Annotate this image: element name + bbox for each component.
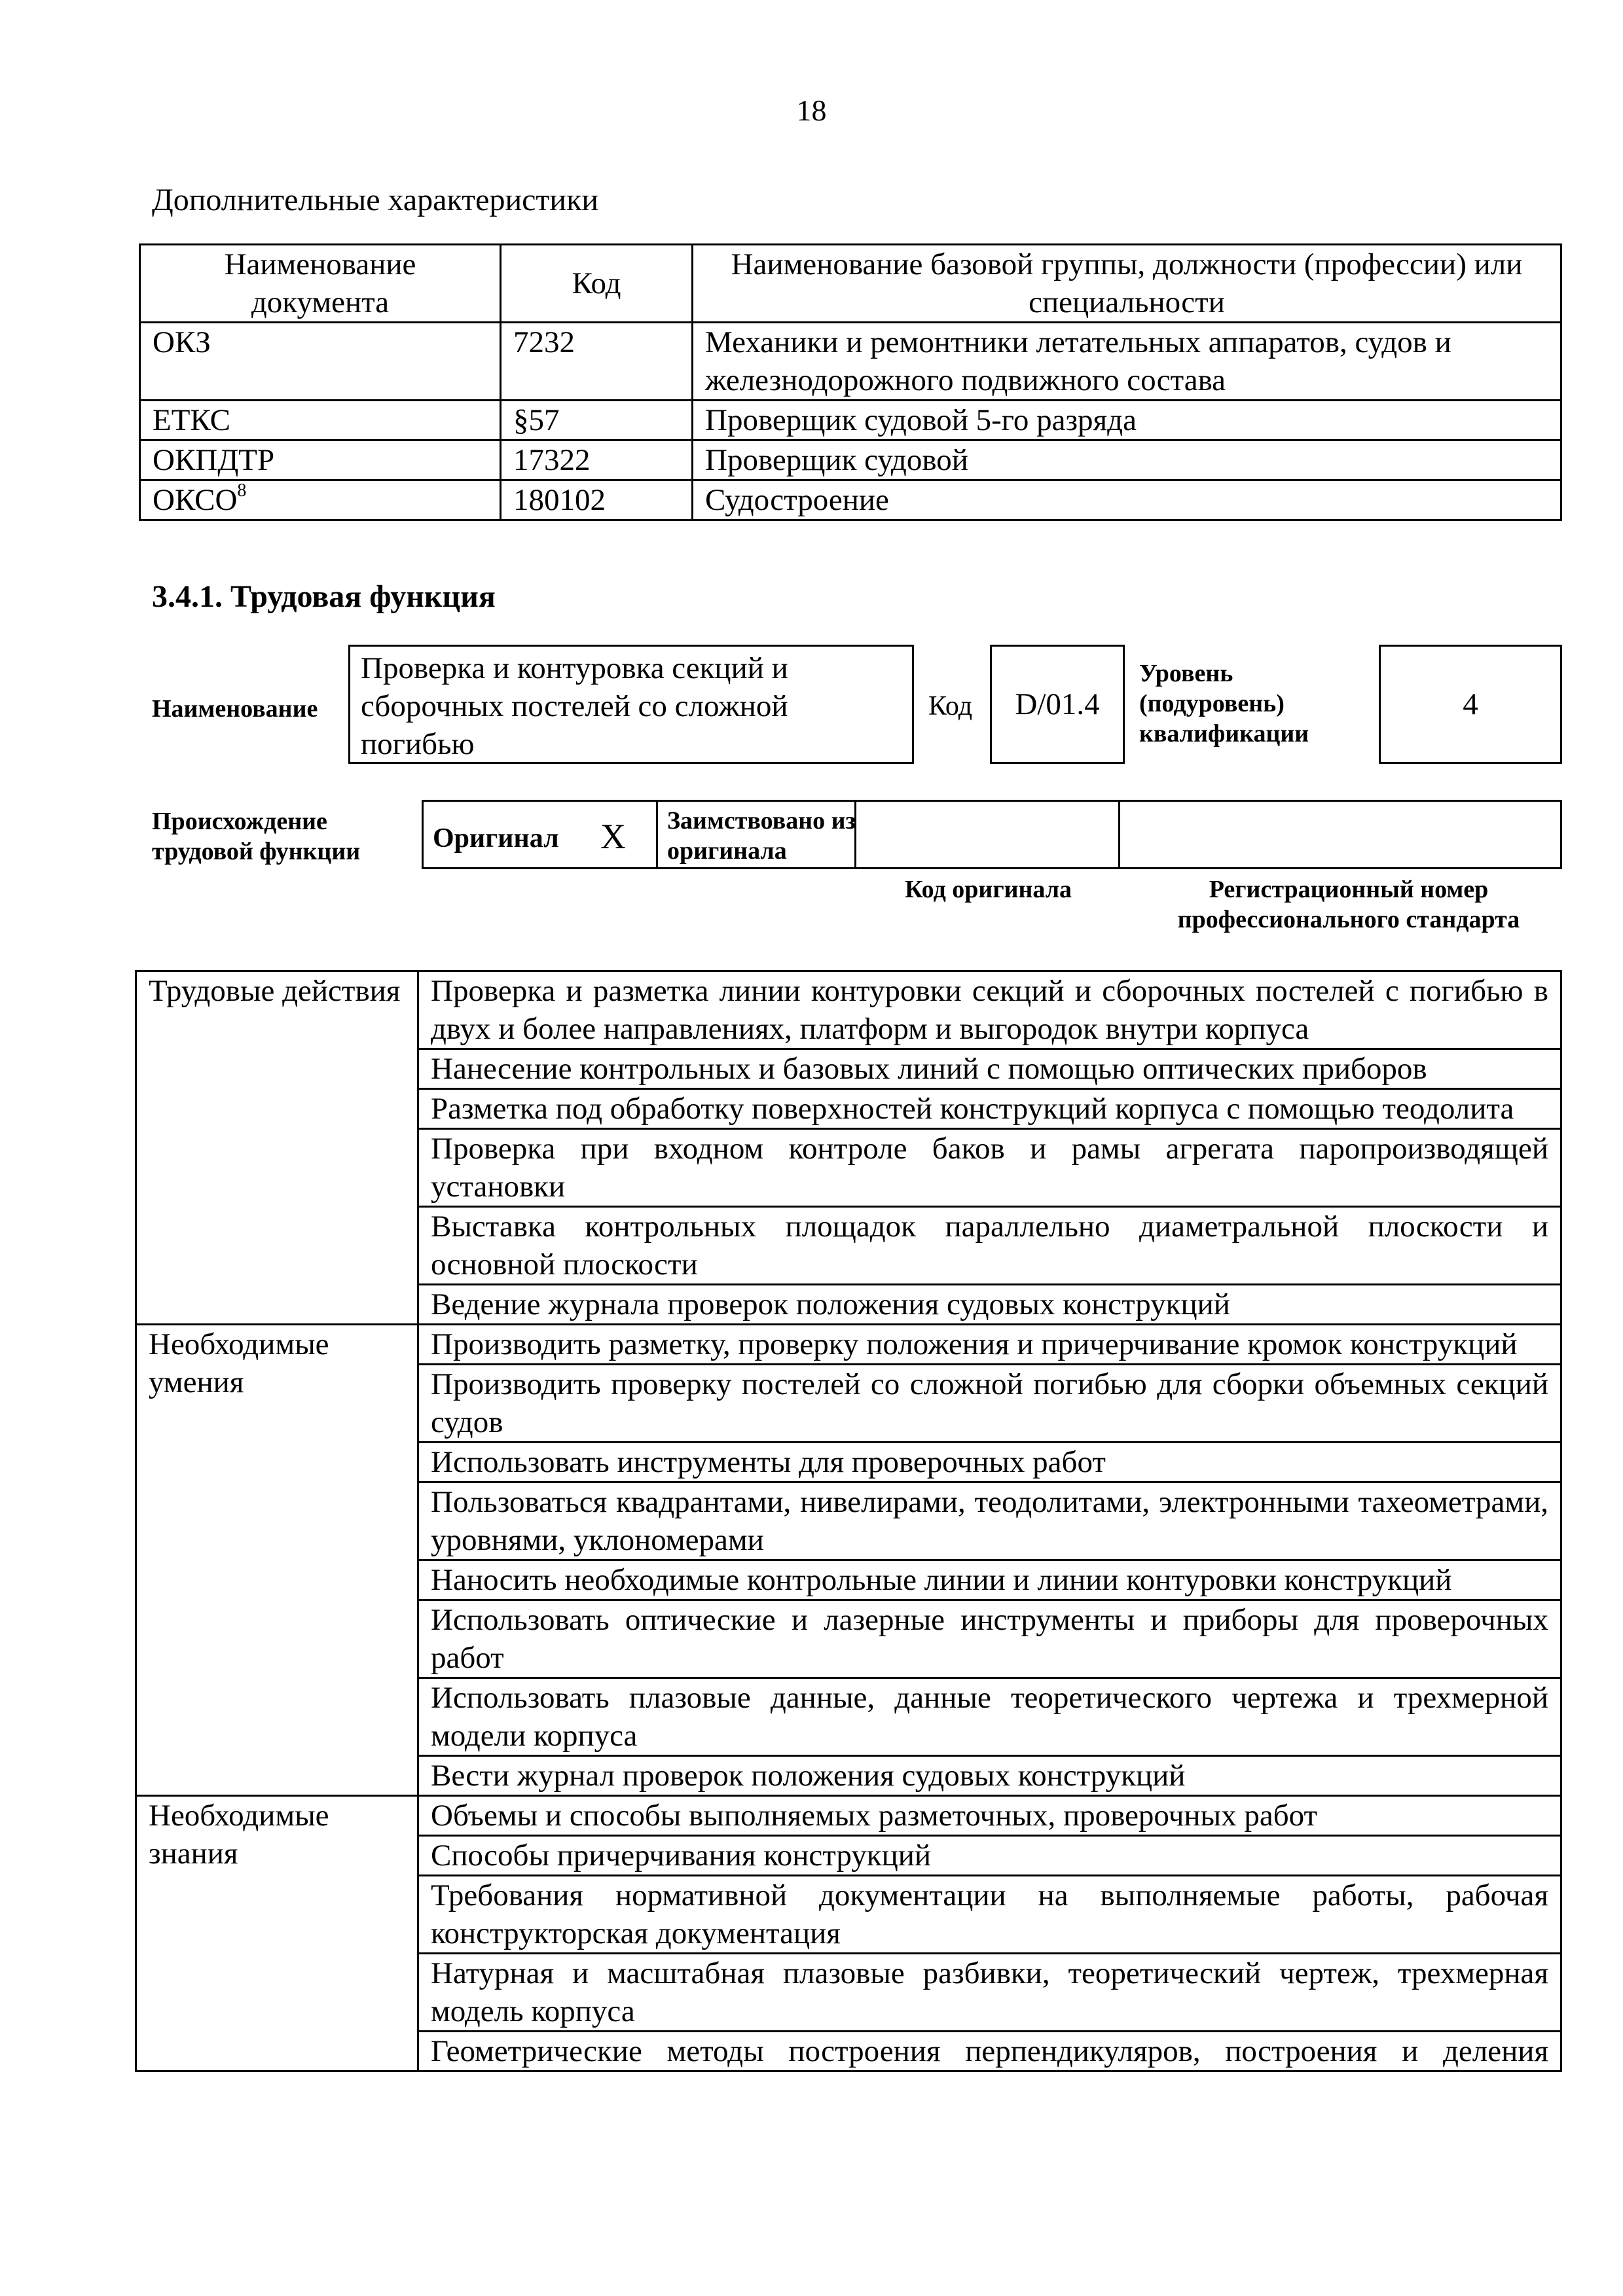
doc-text: ОКСО [153,483,238,517]
code-cell: 180102 [501,480,693,520]
item-cell: Выставка контрольных площадок параллельно диаметральной плоскости и основной плоскости [418,1207,1561,1285]
origin-label: Происхождение трудовой функции [152,808,361,865]
item-cell: Проверка и разметка линии контуровки секций и сборочных постелей с погибью в двух и более направлениях, платформ и выгородок внутри корпуса [418,971,1561,1049]
function-heading: 3.4.1. Трудовая функция [152,579,496,614]
item-cell: Нанесение контрольных и базовых линий с помощью оптических приборов [418,1049,1561,1089]
doc-text: ЕТКС [153,403,230,437]
code-cell: §57 [501,401,693,440]
doc-cell [140,323,501,401]
page-number: 18 [796,94,827,127]
code-label: Код [928,691,973,721]
reg-number-label: Регистрационный номер профессионального стандарта [1177,876,1520,933]
origin-original-text: Оригинал [433,823,559,853]
doc-cell [140,401,501,440]
item-cell: Вести журнал проверок положения судовых конструкций [418,1756,1561,1796]
code-original-label: Код оригинала [905,876,1072,903]
name-cell: Судостроение [693,480,1561,520]
header-document: Наименование документа [140,245,501,323]
name-label: Наименование [152,695,318,723]
name-value: Проверка и контуровка секций и сборочных постелей со сложной погибью [348,645,914,764]
origin-box [422,800,1562,869]
name-cell: Проверщик судовой [693,440,1561,480]
item-cell: Требования нормативной документации на выполняемые работы, рабочая конструкторская документация [418,1876,1561,1954]
name-cell: Проверщик судовой 5-го разряда [693,401,1561,440]
footnote-mark: 8 [237,480,247,501]
origin-borrowed-text: Заимствовано из оригинала [667,807,856,865]
level-value: 4 [1379,645,1562,764]
table-row [136,1325,1561,1365]
item-cell: Геометрические методы построения перпендикуляров, построения и деления [418,2032,1561,2072]
code-cell: 17322 [501,440,693,480]
characteristics-row [140,480,1561,520]
header-code: Код [501,245,693,323]
item-cell: Наносить необходимые контрольные линии и линии контуровки конструкций [418,1560,1561,1600]
item-cell: Производить разметку, проверку положения и причерчивание кромок конструкций [418,1325,1561,1365]
item-cell: Способы причерчивания конструкций [418,1836,1561,1876]
category-cell: Трудовые действия [136,971,418,1325]
characteristics-row [140,401,1561,440]
function-details-table [135,970,1562,2072]
table-row [136,971,1561,1049]
category-cell: Необходимые умения [136,1325,418,1796]
doc-cell [140,480,501,520]
item-cell: Разметка под обработку поверхностей конструкций корпуса с помощью теодолита [418,1089,1561,1129]
characteristics-row [140,323,1561,401]
code-cell: 7232 [501,323,693,401]
characteristics-header-row [140,245,1561,323]
level-label: Уровень (подуровень) квалификации [1139,660,1309,747]
doc-text: ОКЗ [153,325,211,359]
item-cell: Пользоваться квадрантами, нивелирами, теодолитами, электронными тахеометрами, уровнями, уклономерами [418,1482,1561,1560]
item-cell: Натурная и масштабная плазовые разбивки, теоретический чертеж, трехмерная модель корпуса [418,1954,1561,2032]
item-cell: Ведение журнала проверок положения судовых конструкций [418,1285,1561,1325]
item-cell: Объемы и способы выполняемых разметочных, проверочных работ [418,1796,1561,1836]
characteristics-table [139,243,1562,521]
item-cell: Производить проверку постелей со сложной погибью для сборки объемных секций судов [418,1365,1561,1443]
name-cell: Механики и ремонтники летательных аппаратов, судов и железнодорожного подвижного состава [693,323,1561,401]
item-cell: Использовать плазовые данные, данные теоретического чертежа и трехмерной модели корпуса [418,1678,1561,1756]
origin-code-cell [856,802,1120,867]
origin-mark: X [600,817,626,856]
item-cell: Проверка при входном контроле баков и рамы агрегата паропроизводящей установки [418,1129,1561,1207]
item-cell: Использовать оптические и лазерные инструменты и приборы для проверочных работ [418,1600,1561,1678]
header-name: Наименование базовой группы, должности (профессии) или специальности [693,245,1561,323]
doc-cell [140,440,501,480]
code-value: D/01.4 [990,645,1125,764]
item-cell: Использовать инструменты для проверочных работ [418,1443,1561,1482]
category-cell: Необходимые знания [136,1796,418,2072]
characteristics-row [140,440,1561,480]
table-row [136,1796,1561,1836]
doc-text: ОКПДТР [153,443,275,477]
section-heading: Дополнительные характеристики [152,183,599,217]
